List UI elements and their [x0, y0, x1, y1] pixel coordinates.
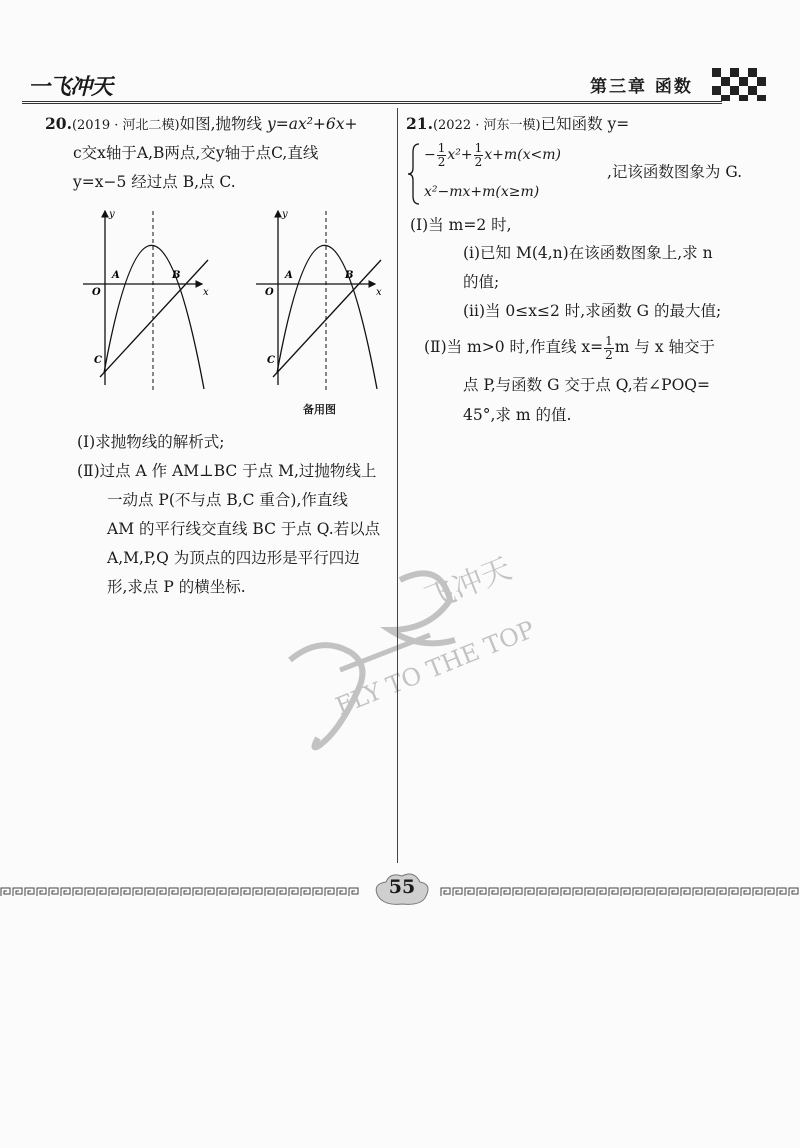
footer-border-right: [440, 887, 800, 897]
q20-part-1: (Ⅰ)求抛物线的解析式;: [77, 433, 225, 451]
origin-label: O: [265, 287, 274, 298]
x-label: x: [376, 287, 382, 298]
q21-after-brace: ,记该函数图象为 G.: [607, 163, 743, 181]
fraction-half: $\frac{1}{2}$: [474, 141, 483, 169]
parabola: [277, 245, 377, 389]
q21-source: (2022 · 河东一模): [432, 118, 541, 133]
q20-line-1: [45, 112, 358, 134]
point-a-label: A: [285, 270, 293, 281]
minus-sign: −: [424, 147, 436, 164]
q21-part-1: (Ⅰ)当 m=2 时,: [410, 216, 512, 234]
q20-part-2-line-3: AM 的平行线交直线 BC 于点 Q.若以点: [107, 520, 381, 538]
q21-sub-1-line-1: (ⅰ)已知 M(4,n)在该函数图象上,求 n: [463, 244, 713, 262]
point-c-label: C: [267, 355, 275, 366]
q20-figure-main: [80, 205, 220, 395]
piece-1-a: x²+: [447, 147, 473, 164]
q20-source: (2019 · 河北二模): [71, 118, 180, 133]
footer-border-left: [0, 887, 360, 897]
q21-sub-1-line-2: 的值;: [463, 273, 500, 291]
parabola: [104, 245, 204, 389]
page-number: 55: [388, 876, 416, 898]
point-b-label: B: [172, 270, 181, 281]
part-2-text-a: (Ⅱ)当 m>0 时,作直线 x=: [424, 338, 604, 357]
point-b-label: B: [345, 270, 354, 281]
q21-piecewise: [406, 142, 606, 206]
q21-part-2-line-1: [424, 335, 715, 361]
q20-part-2-line-2: 一动点 P(不与点 B,C 重合),作直线: [107, 491, 348, 509]
q20-line-2: c交x轴于A,B两点,交y轴于点C,直线: [73, 144, 319, 162]
q20-number: 20.: [45, 114, 72, 133]
part-2-text-b: m 与 x 轴交于: [614, 338, 715, 357]
point-c-label: C: [94, 355, 102, 366]
q20-figure-spare: [253, 205, 393, 395]
watermark-en: FLY TO THE TOP: [331, 615, 539, 721]
x-label: x: [203, 287, 209, 298]
q20-text-1: 如图,抛物线: [179, 115, 263, 133]
piece-1-b: x+m(x<m): [484, 147, 561, 164]
brand-logo: 一飞冲天: [28, 75, 113, 100]
watermark-cn: 飞冲天: [419, 551, 517, 618]
origin-label: O: [92, 287, 101, 298]
q21-line-1: [406, 112, 629, 134]
y-label: y: [109, 209, 115, 220]
q20-part-2-line-4: A,M,P,Q 为顶点的四边形是平行四边: [107, 549, 360, 567]
q21-part-2-line-3: 45°,求 m 的值.: [463, 406, 572, 424]
point-a-label: A: [112, 270, 120, 281]
q20-formula: y=ax²+6x+: [266, 115, 358, 133]
fraction-half: $\frac{1}{2}$: [605, 334, 613, 362]
chapter-title: 第三章 函数: [590, 77, 693, 97]
q20-part-2-line-1: (Ⅱ)过点 A 作 AM⊥BC 于点 M,过抛物线上: [77, 462, 377, 480]
q21-text-1: 已知函数 y=: [540, 115, 630, 133]
left-brace: [406, 142, 422, 206]
q21-sub-2: (ⅱ)当 0≤x≤2 时,求函数 G 的最大值;: [463, 302, 722, 320]
q21-number: 21.: [406, 114, 433, 133]
piece-1: [424, 142, 561, 168]
watermark-logo: [280, 540, 550, 770]
q20-part-2-line-5: 形,求点 P 的横坐标.: [107, 578, 246, 596]
piece-2: x²−mx+m(x≥m): [424, 184, 540, 200]
header-rule: [22, 101, 722, 104]
checker-ornament: [712, 68, 768, 102]
q20-line-3: y=x−5 经过点 B,点 C.: [73, 173, 236, 191]
fraction-half: $\frac{1}{2}$: [437, 141, 446, 169]
y-label: y: [282, 209, 288, 220]
page-number-badge: [372, 870, 432, 910]
spare-figure-caption: 备用图: [303, 403, 336, 416]
q21-part-2-line-2: 点 P,与函数 G 交于点 Q,若∠POQ=: [463, 376, 710, 394]
